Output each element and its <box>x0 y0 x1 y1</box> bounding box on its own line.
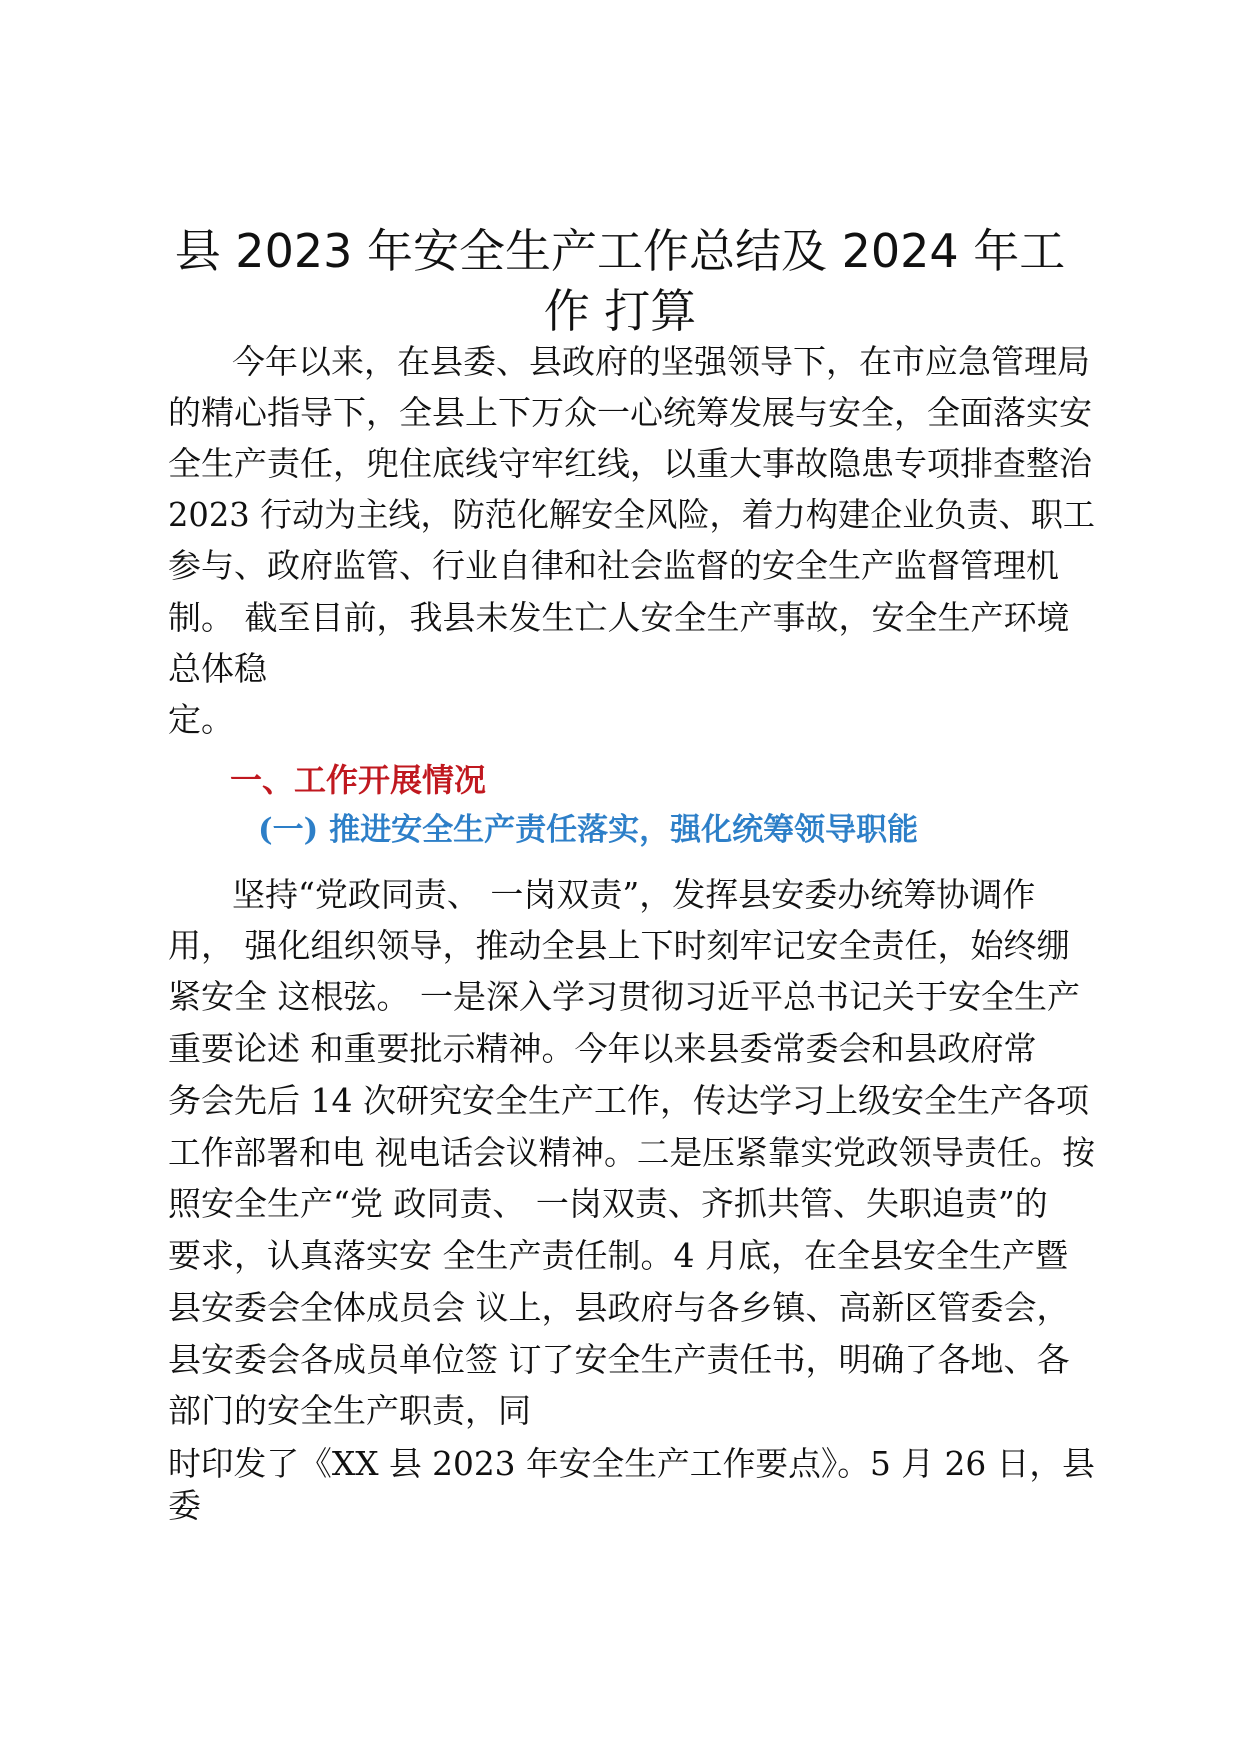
section-heading: 一、工作开展情况 <box>230 761 487 799</box>
body-line: 工作部署和电 视电话会议精神。二是压紧靠实党政领导责任。按 <box>168 1133 1096 1172</box>
body-line: 照安全生产“党 政同责、 一岗双责、齐抓共管、失职追责”的 <box>168 1184 1048 1223</box>
document-title-line-1: 县 2023 年安全生产工作总结及 2024 年工 <box>174 224 1066 278</box>
document-title-line-2: 作 打算 <box>543 284 697 338</box>
intro-line: 全生产责任，兜住底线守牢红线，以重大事故隐患专项排查整治 <box>168 444 1092 483</box>
body-line: 坚持“党政同责、 一岗双责”，发挥县安委办统筹协调作 <box>232 875 1036 914</box>
body-line: 紧安全 这根弦。 一是深入学习贯彻习近平总书记关于安全生产 <box>168 977 1080 1016</box>
body-line: 时印发了《XX 县 2023 年安全生产工作要点》。5 月 26 日，县 <box>168 1444 1095 1483</box>
body-line: 要求，认真落实安 全生产责任制。4 月底，在全县安全生产暨 <box>168 1236 1068 1275</box>
body-line: 用， 强化组织领导，推动全县上下时刻牢记安全责任，始终绷 <box>168 926 1070 965</box>
intro-line: 的精心指导下，全县上下万众一心统筹发展与安全，全面落实安 <box>168 393 1092 432</box>
body-line: 委 <box>168 1486 201 1525</box>
body-line: 重要论述 和重要批示精神。今年以来县委常委会和县政府常 <box>168 1029 1037 1068</box>
body-line: 务会先后 14 次研究安全生产工作，传达学习上级安全生产各项 <box>168 1081 1089 1120</box>
intro-line: 2023 行动为主线，防范化解安全风险，着力构建企业负责、职工 <box>168 495 1095 534</box>
intro-line: 参与、政府监管、行业自律和社会监督的安全生产监督管理机 <box>168 546 1059 585</box>
intro-line: 定。 <box>168 700 234 739</box>
body-line: 县安委会各成员单位签 订了安全生产责任书，明确了各地、各 <box>168 1340 1070 1379</box>
body-line: 部门的安全生产职责，同 <box>168 1391 531 1430</box>
intro-line: 今年以来，在县委、县政府的坚强领导下，在市应急管理局 <box>232 342 1090 381</box>
body-line: 县安委会全体成员会 议上，县政府与各乡镇、高新区管委会， <box>168 1288 1070 1327</box>
subsection-heading: (一) 推进安全生产责任落实，强化统筹领导职能 <box>258 812 919 848</box>
intro-line: 总体稳 <box>168 649 267 688</box>
intro-line: 制。 截至目前，我县未发生亡人安全生产事故，安全生产环境 <box>168 598 1070 637</box>
